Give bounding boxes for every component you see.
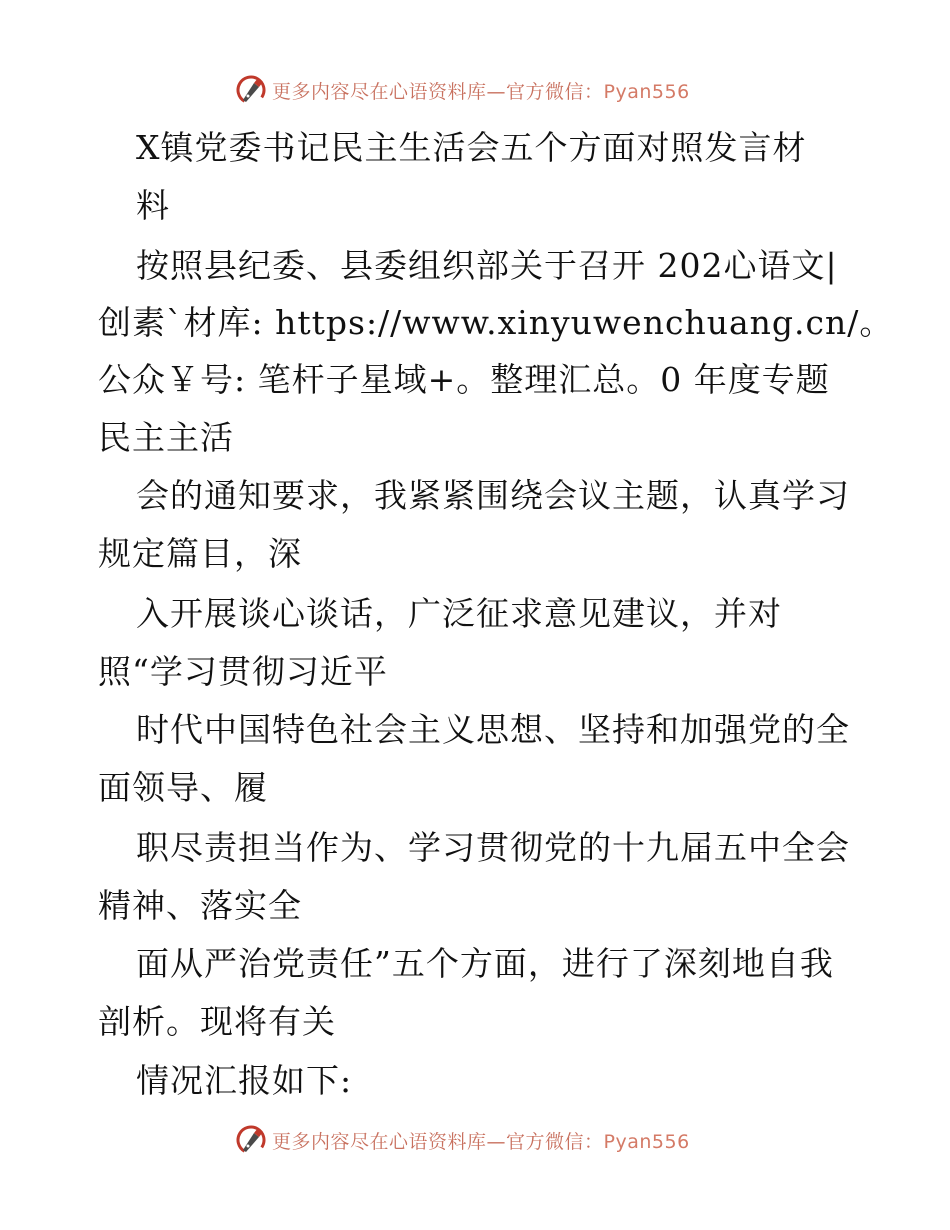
watermark-text: 更多内容尽在心语资料库—官方微信：Pyan556 (272, 80, 690, 103)
doc-paragraph-line: 剖析。现将有关 (98, 1002, 336, 1041)
watermark-text: 更多内容尽在心语资料库—官方微信：Pyan556 (272, 1130, 690, 1153)
doc-paragraph-line: 精神、落实全 (98, 886, 302, 925)
watermark-id: Pyan556 (603, 1130, 690, 1153)
doc-paragraph-line: 公众￥号: 笔杆子星域+。整理汇总。0 年度专题 (98, 360, 830, 399)
watermark-id: Pyan556 (603, 80, 690, 103)
pen-nib-logo-icon (234, 1123, 268, 1157)
doc-paragraph-line: 职尽责担当作为、学习贯彻党的十九届五中全会 (136, 828, 850, 867)
doc-paragraph-line: 时代中国特色社会主义思想、坚持和加强党的全 (136, 710, 850, 749)
footer-watermark (234, 1120, 690, 1160)
header-watermark (234, 70, 690, 110)
doc-paragraph-line: 会的通知要求，我紧紧围绕会议主题，认真学习 (136, 476, 850, 515)
doc-paragraph-line: 情况汇报如下: (136, 1061, 353, 1100)
doc-paragraph-line: 照“学习贯彻习近平 (98, 652, 388, 691)
doc-paragraph-line: 入开展谈心谈话，广泛征求意见建议，并对 (136, 594, 782, 633)
doc-paragraph-line: 面从严治党责任”五个方面，进行了深刻地自我 (136, 944, 834, 983)
doc-paragraph-line: 面领导、履 (98, 768, 268, 807)
doc-paragraph-line: 按照县纪委、县委组织部关于召开 202心语文| (136, 246, 838, 285)
pen-nib-logo-icon (234, 73, 268, 107)
doc-paragraph-line: 创素`材库: https://www.xinyuwenchuang.cn/。 (98, 303, 894, 342)
doc-title-line-2: 料 (136, 186, 170, 225)
doc-title-line-1: X镇党委书记民主生活会五个方面对照发言材 (136, 128, 807, 167)
doc-paragraph-line: 规定篇目，深 (98, 534, 302, 573)
doc-paragraph-line: 民主主活 (98, 418, 234, 457)
